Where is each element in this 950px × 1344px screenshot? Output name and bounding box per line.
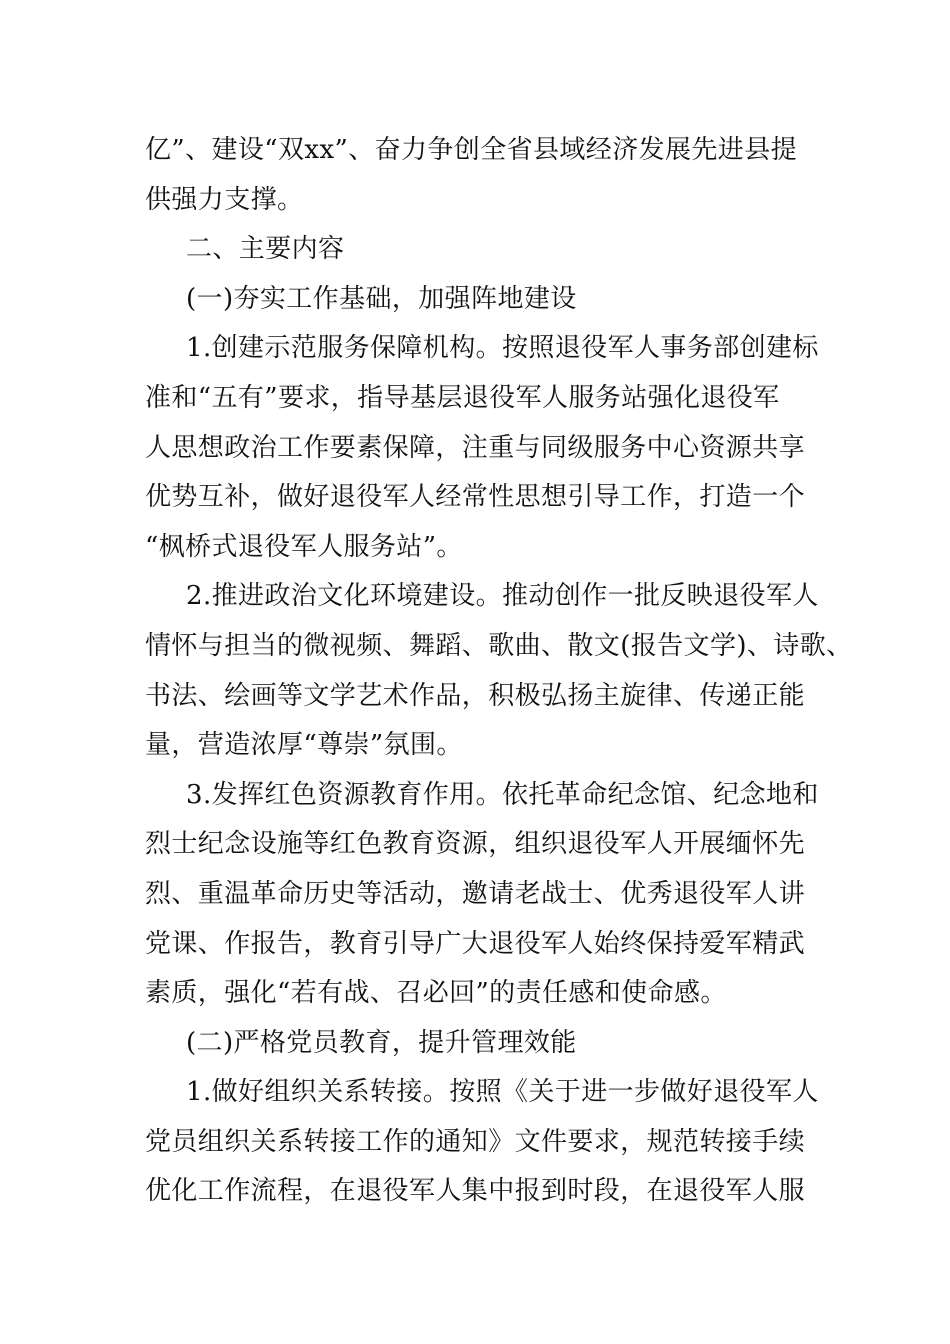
body-line: 人思想政治工作要素保障，注重与同级服务中心资源共享 bbox=[145, 432, 806, 463]
document-body bbox=[145, 126, 853, 1217]
body-line: 供强力支撑。 bbox=[145, 184, 304, 215]
item-heading-line: 1.做好组织关系转接。按照《关于进一步做好退役军人 bbox=[186, 1077, 819, 1108]
body-line: 烈、重温革命历史等活动，邀请老战士、优秀退役军人讲 bbox=[145, 878, 806, 909]
body-line: 准和“五有”要求，指导基层退役军人服务站强化退役军 bbox=[145, 382, 780, 413]
body-line: 量，营造浓厚“尊崇”氛围。 bbox=[145, 730, 463, 761]
body-line: 优势互补，做好退役军人经常性思想引导工作，打造一个 bbox=[145, 482, 806, 513]
body-line: 党员组织关系转接工作的通知》文件要求，规范转接手续 bbox=[145, 1126, 806, 1157]
body-line: 亿”、建设“双xx”、奋力争创全省县域经济发展先进县提 bbox=[145, 135, 798, 165]
body-line: 优化工作流程，在退役军人集中报到时段，在退役军人服 bbox=[145, 1176, 806, 1207]
body-line: 素质，强化“若有战、召必回”的责任感和使命感。 bbox=[145, 978, 727, 1009]
body-line: 党课、作报告，教育引导广大退役军人始终保持爱军精武 bbox=[145, 928, 806, 959]
item-heading-line: 2.推进政治文化环境建设。推动创作一批反映退役军人 bbox=[186, 581, 819, 612]
section-heading: 二、主要内容 bbox=[186, 234, 345, 265]
body-line: 情怀与担当的微视频、舞蹈、歌曲、散文(报告文学)、诗歌、 bbox=[145, 630, 853, 661]
body-line: 书法、绘画等文学艺术作品，积极弘扬主旋律、传递正能 bbox=[145, 680, 806, 711]
body-line: 烈士纪念设施等红色教育资源，组织退役军人开展缅怀先 bbox=[145, 829, 806, 860]
item-heading-line: 1.创建示范服务保障机构。按照退役军人事务部创建标 bbox=[186, 333, 819, 364]
subsection-heading: (二)严格党员教育，提升管理效能 bbox=[186, 1027, 577, 1058]
item-heading-line: 3.发挥红色资源教育作用。依托革命纪念馆、纪念地和 bbox=[186, 779, 819, 810]
body-line: “枫桥式退役军人服务站”。 bbox=[145, 531, 463, 562]
subsection-heading: (一)夯实工作基础，加强阵地建设 bbox=[186, 283, 577, 314]
